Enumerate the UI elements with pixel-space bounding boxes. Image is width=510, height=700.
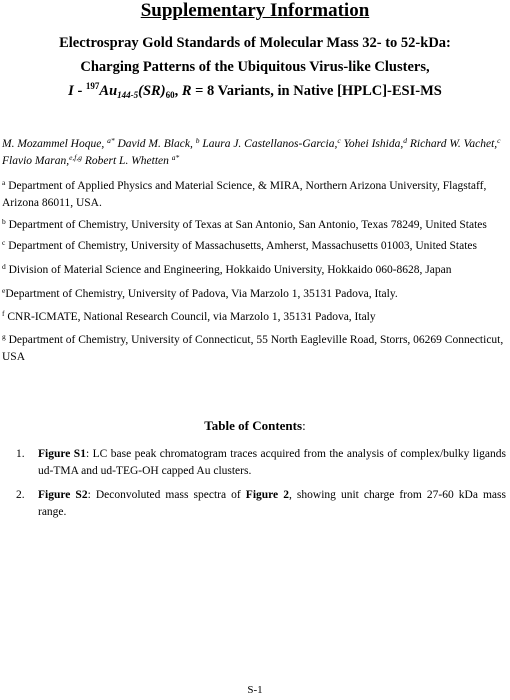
title-dash: -	[73, 83, 86, 99]
affiliation-text: Department of Chemistry, University of Padova, Via Marzolo 1, 35131 Padova, Italy.	[5, 288, 398, 300]
toc-item-number: 2.	[16, 489, 25, 501]
toc-item-label: Figure S2	[38, 489, 88, 501]
title-element: Au	[99, 83, 118, 99]
affiliation-text: Department of Chemistry, University of Connecticut, 55 North Eagleville Road, Storrs, 06269 Connecticut, USA	[2, 334, 504, 363]
toc-heading	[0, 418, 510, 434]
title-tail: = 8 Variants, in Native [HPLC]-ESI-MS	[191, 83, 442, 99]
affiliation-text: Division of Material Science and Engineering, Hokkaido University, Hokkaido 060-8628, Japan	[5, 264, 452, 276]
paper-title-line-3	[0, 82, 510, 100]
author-affil: b	[195, 136, 200, 145]
title-isotope: 197	[85, 81, 100, 91]
author-name: David M. Black	[117, 138, 190, 150]
toc-item-description: : LC base peak chromatogram traces acquired from the analysis of complex/bulky ligands ud-TMA and ud-TEG-OH capped Au clusters.	[38, 448, 507, 477]
affiliation-mark: c	[2, 238, 6, 247]
title-ligand: (SR)	[138, 83, 166, 99]
affiliation-a	[2, 178, 508, 212]
affiliation-text: CNR-ICMATE, National Research Council, via Marzolo 1, 35131 Padova, Italy	[4, 311, 376, 323]
toc-heading-text: Table of Contents	[204, 418, 303, 433]
page-number: S-1	[247, 684, 263, 696]
author-name: Yohei Ishida	[343, 138, 401, 150]
title-r: R	[181, 83, 192, 99]
title-roman-numeral: I	[68, 83, 74, 99]
author-name: Flavio Maran	[2, 155, 67, 167]
affiliation-d	[2, 262, 508, 279]
toc-item-text	[38, 487, 506, 521]
title-element-sub: 144-5	[117, 90, 139, 100]
author-list: M. Mozammel Hoque, $^{a*}$ David M. Black, $^b$ Laura J. Castellanos-Garcia,$^c$ Yohei Ishida,$^d$ Richard W. Vachet,$^c$ Flavio Maran,$^{e,f,g}$ Robert L. Whetten $^{a*}$	[2, 136, 501, 167]
toc-item-description-tail: , showing unit charge from 27-60 kDa mass range.	[38, 489, 506, 518]
paper-title-line-1: Electrospray Gold Standards of Molecular Mass 32- to 52-kDa:	[59, 35, 451, 51]
toc-heading-colon: :	[302, 418, 306, 433]
toc-item-label: Figure S1	[38, 448, 86, 460]
affiliation-text: Department of Chemistry, University of Massachusetts, Amherst, Massachusetts 01003, United States	[5, 240, 477, 252]
author-name: Laura J. Castellanos-Garcia	[202, 138, 335, 150]
author-name: Robert L. Whetten	[84, 155, 169, 167]
affiliation-c	[2, 238, 508, 255]
title-ligand-sub: 60	[165, 90, 175, 100]
author-affil: c	[497, 136, 501, 145]
affiliation-mark: f	[2, 309, 5, 318]
affiliation-text: Department of Applied Physics and Material Science, & MIRA, Northern Arizona University, Flagstaff, Arizona 86011, USA.	[2, 180, 487, 209]
toc-item-description: : Deconvoluted mass spectra of	[87, 489, 246, 501]
affiliation-e	[2, 286, 508, 303]
author-affil: d	[403, 136, 407, 145]
author-affil: a*	[107, 136, 115, 145]
affiliation-mark: e	[2, 286, 6, 295]
author-affil: e,f,g	[69, 153, 82, 162]
affiliation-g	[2, 332, 508, 366]
author-name: Richard W. Vachet	[409, 138, 495, 150]
affiliation-f	[2, 309, 508, 326]
paper-title-line-2: Charging Patterns of the Ubiquitous Virus-like Clusters,	[80, 59, 430, 75]
affiliation-b	[2, 217, 508, 234]
affiliation-mark: d	[2, 262, 6, 271]
title-comma: ,	[174, 83, 182, 99]
toc-item-figure-ref: Figure 2	[245, 489, 289, 501]
affiliation-text: Department of Chemistry, University of Texas at San Antonio, San Antonio, Texas 78249, United States	[5, 219, 487, 231]
affiliation-mark: a	[2, 178, 6, 187]
document-title: Supplementary Information	[140, 0, 370, 21]
author-affil: a*	[171, 153, 180, 162]
author-affil: c	[337, 136, 341, 145]
toc-item-text	[38, 446, 506, 480]
affiliation-mark: g	[2, 332, 6, 341]
toc-item-number: 1.	[16, 448, 25, 460]
affiliation-mark: b	[2, 217, 6, 226]
author-name: M. Mozammel Hoque	[2, 138, 102, 150]
